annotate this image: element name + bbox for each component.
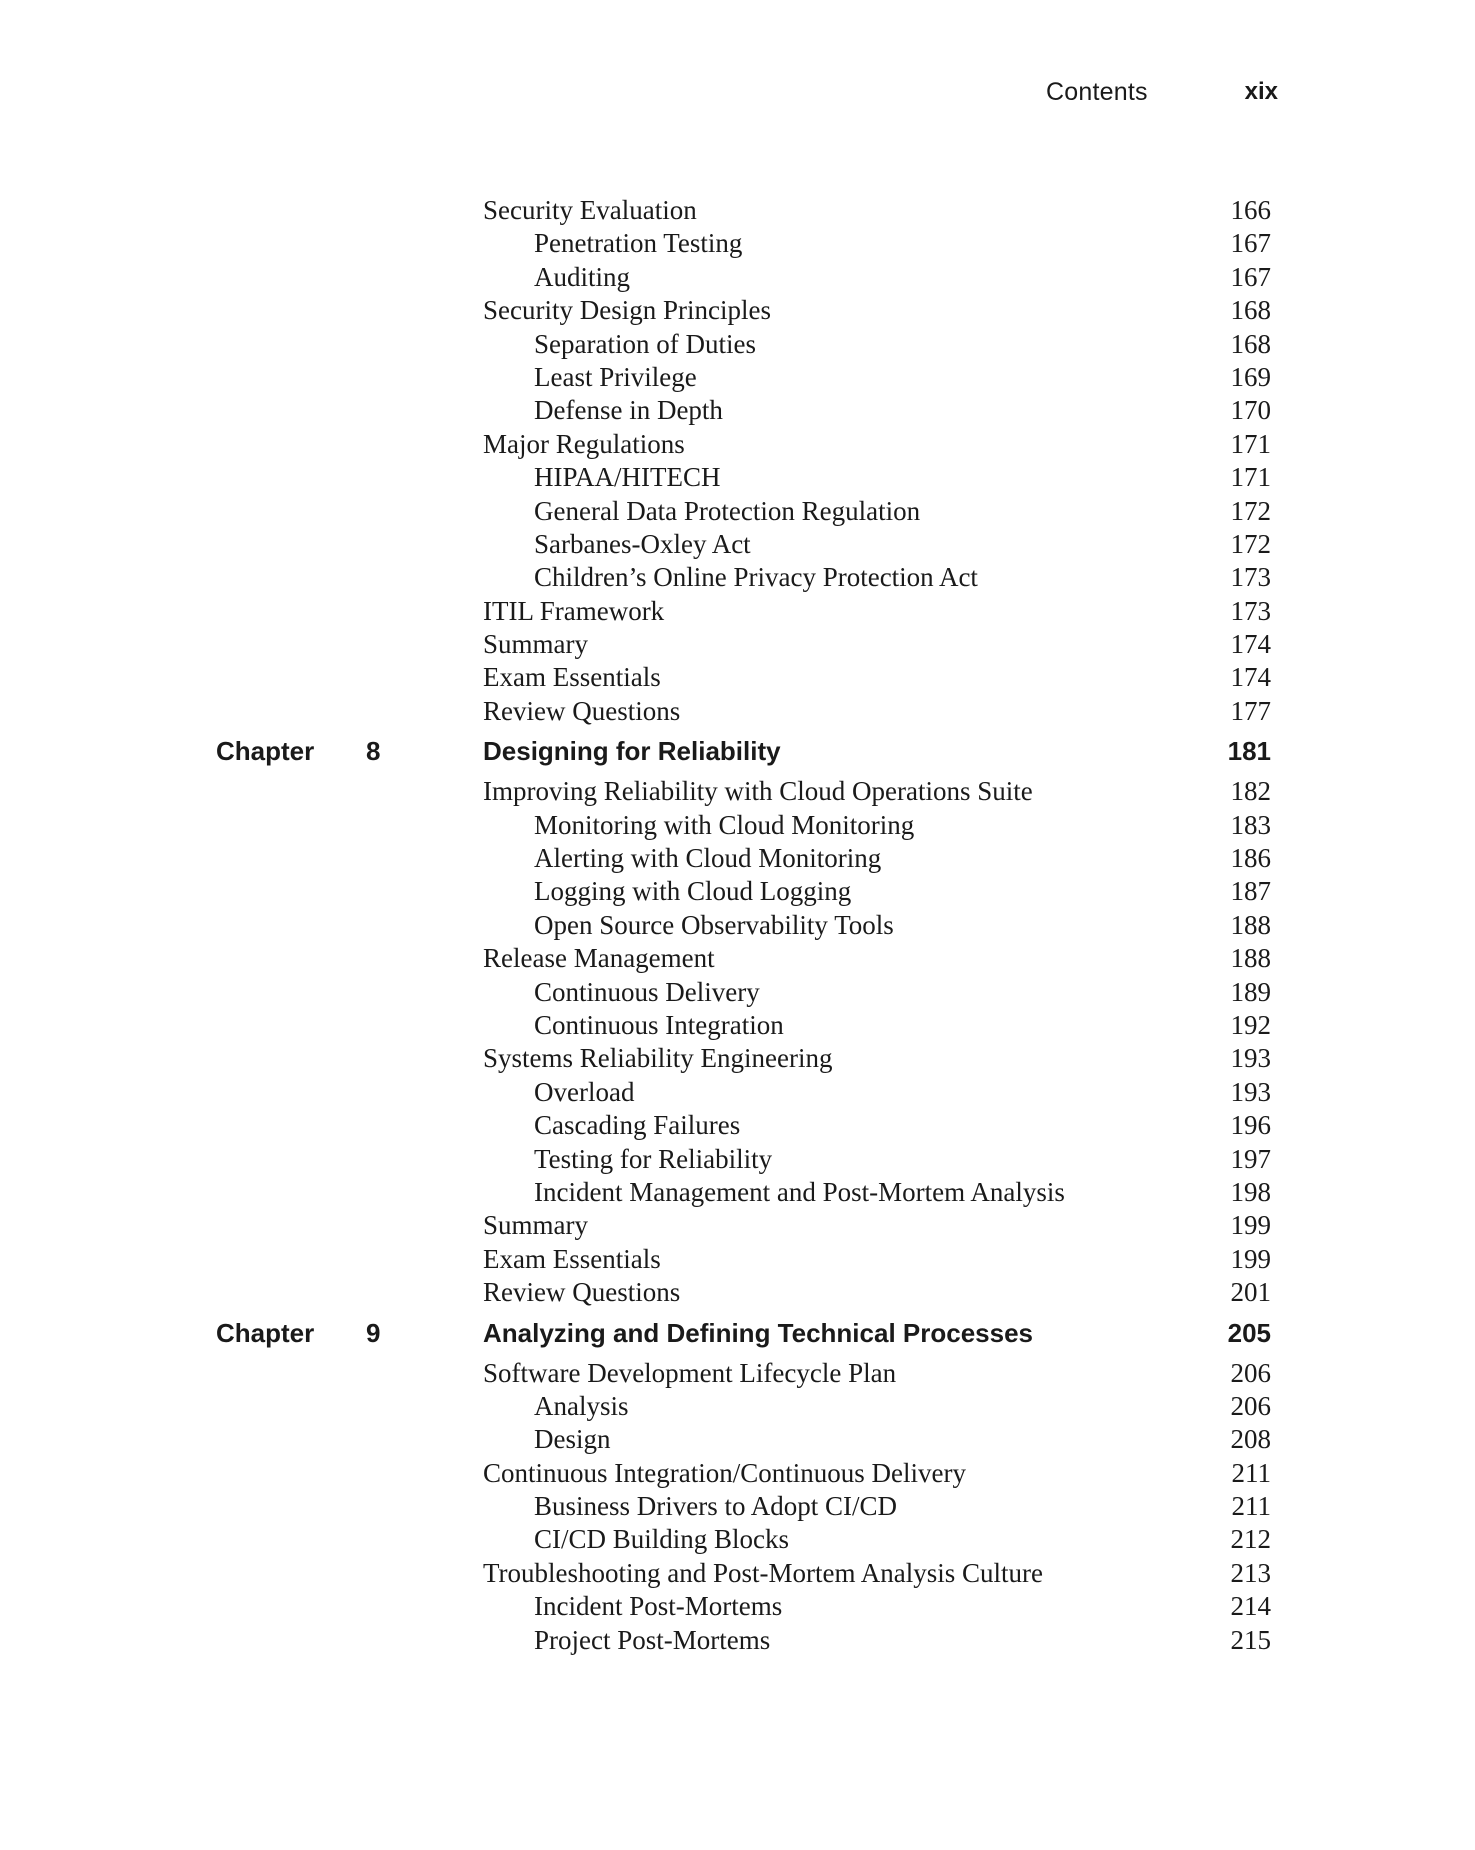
toc-entry-title: Analysis (534, 1390, 629, 1421)
toc-subentry[interactable] (0, 842, 1475, 875)
toc-subentry[interactable] (0, 1143, 1475, 1176)
toc-entry-title: ITIL Framework (483, 595, 665, 626)
toc-entry-title: Least Privilege (534, 361, 697, 392)
toc-entry-page-number: 198 (1230, 1176, 1271, 1207)
toc-entry-page-number: 170 (1230, 395, 1271, 426)
chapter-page-number: 181 (1227, 736, 1271, 767)
toc-entry-title: Design (534, 1424, 611, 1455)
toc-entry-title: CI/CD Building Blocks (534, 1524, 790, 1555)
toc-entry-title: Open Source Observability Tools (534, 909, 894, 940)
toc-entry-page-number: 213 (1230, 1557, 1271, 1588)
toc-entry-title: Sarbanes-Oxley Act (534, 528, 751, 559)
toc-entry[interactable] (0, 1243, 1475, 1276)
toc-subentry[interactable] (0, 328, 1475, 361)
toc-entry-page-number: 192 (1230, 1009, 1271, 1040)
toc-entry-page-number: 172 (1230, 528, 1271, 559)
toc-subentry[interactable] (0, 261, 1475, 294)
toc-entry[interactable] (0, 1557, 1475, 1590)
toc-entry-title: Testing for Reliability (534, 1143, 773, 1174)
toc-entry-page-number: 169 (1230, 361, 1271, 392)
toc-entry-title: HIPAA/HITECH (534, 462, 721, 493)
toc-entry[interactable] (0, 1042, 1475, 1075)
toc-entry-page-number: 208 (1230, 1424, 1271, 1455)
toc-entry-title: Cascading Failures (534, 1110, 741, 1141)
chapter-heading[interactable] (0, 1312, 1475, 1356)
toc-entry[interactable] (0, 595, 1475, 628)
toc-entry-page-number: 171 (1230, 428, 1271, 459)
chapter-title: Analyzing and Defining Technical Processes (483, 1317, 1033, 1348)
toc-entry-page-number: 215 (1230, 1624, 1271, 1655)
toc-entry-title: Improving Reliability with Cloud Operations Suite (483, 776, 1033, 807)
toc-subentry[interactable] (0, 1176, 1475, 1209)
toc-subentry[interactable] (0, 1009, 1475, 1042)
chapter-title: Designing for Reliability (483, 736, 781, 767)
toc-subentry[interactable] (0, 1423, 1475, 1456)
toc-subentry[interactable] (0, 361, 1475, 394)
running-head-title: Contents (1046, 78, 1148, 106)
toc-entry-title: Summary (483, 1210, 588, 1241)
toc-entry[interactable] (0, 661, 1475, 694)
toc-entry-page-number: 177 (1230, 695, 1271, 726)
chapter-label: Chapter (216, 1317, 315, 1348)
toc-subentry[interactable] (0, 1624, 1475, 1657)
toc-entry[interactable] (0, 428, 1475, 461)
toc-subentry[interactable] (0, 976, 1475, 1009)
toc-entry-page-number: 197 (1230, 1143, 1271, 1174)
toc-entry-page-number: 182 (1230, 776, 1271, 807)
toc-subentry[interactable] (0, 1523, 1475, 1556)
toc-entry-page-number: 188 (1230, 943, 1271, 974)
toc-entry-title: Penetration Testing (534, 228, 743, 259)
toc-subentry[interactable] (0, 227, 1475, 260)
toc-subentry[interactable] (0, 1490, 1475, 1523)
toc-entry-title: Business Drivers to Adopt CI/CD (534, 1491, 898, 1522)
toc-entry[interactable] (0, 942, 1475, 975)
toc-entry-title: Security Evaluation (483, 195, 697, 225)
toc-entry-page-number: 171 (1230, 462, 1271, 493)
toc-entry-page-number: 199 (1230, 1243, 1271, 1274)
toc-entry-title: Systems Reliability Engineering (483, 1043, 833, 1074)
chapter-page-number: 205 (1227, 1317, 1271, 1348)
toc-entry-page-number: 173 (1230, 595, 1271, 626)
toc-subentry[interactable] (0, 1390, 1475, 1423)
toc-entry-page-number: 196 (1230, 1110, 1271, 1141)
toc-entry-title: General Data Protection Regulation (534, 495, 921, 526)
toc-entry-title: Summary (483, 629, 588, 660)
toc-entry-title: Separation of Duties (534, 328, 756, 359)
toc-entry-title: Incident Post-Mortems (534, 1591, 783, 1622)
toc-subentry[interactable] (0, 1076, 1475, 1109)
toc-entry-page-number: 186 (1230, 843, 1271, 874)
running-head-page-number: xix (1244, 78, 1278, 105)
toc-entry-page-number: 212 (1230, 1524, 1271, 1555)
toc-entry-page-number: 166 (1230, 195, 1271, 225)
toc-entry[interactable] (0, 775, 1475, 808)
toc-entry-title: Review Questions (483, 695, 681, 726)
toc-entry-title: Project Post-Mortems (534, 1624, 771, 1655)
toc-entry-page-number: 193 (1230, 1043, 1271, 1074)
toc-subentry[interactable] (0, 809, 1475, 842)
toc-entry-page-number: 187 (1230, 876, 1271, 907)
toc-entry[interactable] (0, 294, 1475, 327)
running-head (0, 78, 1475, 112)
toc-entry-page-number: 172 (1230, 495, 1271, 526)
toc-subentry[interactable] (0, 875, 1475, 908)
toc-entry-title: Overload (534, 1076, 635, 1107)
toc-entry-title: Security Design Principles (483, 295, 771, 326)
toc-entry-page-number: 168 (1230, 328, 1271, 359)
toc-entry-title: Continuous Integration (534, 1009, 784, 1040)
toc-entry-title: Major Regulations (483, 428, 685, 459)
toc-subentry[interactable] (0, 909, 1475, 942)
toc-entry-page-number: 183 (1230, 809, 1271, 840)
toc-entry-page-number: 211 (1231, 1457, 1271, 1488)
toc-entry[interactable] (0, 695, 1475, 728)
toc-entry-title: Monitoring with Cloud Monitoring (534, 809, 915, 840)
toc-entry[interactable] (0, 1357, 1475, 1390)
toc-entry[interactable] (0, 194, 1475, 227)
toc-entry-page-number: 174 (1230, 662, 1271, 693)
toc-entry-page-number: 189 (1230, 976, 1271, 1007)
toc-subentry[interactable] (0, 561, 1475, 594)
toc-subentry[interactable] (0, 1109, 1475, 1142)
toc-entry-title: Defense in Depth (534, 395, 723, 426)
toc-entry-title: Alerting with Cloud Monitoring (534, 843, 882, 874)
toc-subentry[interactable] (0, 1590, 1475, 1623)
chapter-heading[interactable] (0, 730, 1475, 774)
toc-entry-page-number: 174 (1230, 629, 1271, 660)
toc-subentry[interactable] (0, 394, 1475, 427)
toc-entry-page-number: 173 (1230, 562, 1271, 593)
toc-entry[interactable] (0, 1457, 1475, 1490)
toc-entry-title: Software Development Lifecycle Plan (483, 1357, 897, 1388)
toc-entry-title: Troubleshooting and Post-Mortem Analysis Culture (483, 1557, 1044, 1588)
toc-entry[interactable] (0, 1209, 1475, 1242)
toc-entry[interactable] (0, 1276, 1475, 1309)
toc-entry-page-number: 199 (1230, 1210, 1271, 1241)
toc-entry-page-number: 167 (1230, 261, 1271, 292)
toc-entry-page-number: 206 (1230, 1357, 1271, 1388)
toc-entry-page-number: 211 (1231, 1491, 1271, 1522)
toc-entry-page-number: 201 (1230, 1277, 1271, 1308)
toc-entry-title: Review Questions (483, 1277, 681, 1308)
toc-entry-page-number: 206 (1230, 1390, 1271, 1421)
toc-entry-page-number: 188 (1230, 909, 1271, 940)
toc-entry-title: Auditing (534, 261, 631, 292)
table-of-contents (0, 194, 1475, 1657)
toc-entry-title: Exam Essentials (483, 1243, 661, 1274)
toc-subentry[interactable] (0, 461, 1475, 494)
toc-subentry[interactable] (0, 495, 1475, 528)
toc-entry-page-number: 167 (1230, 228, 1271, 259)
toc-entry-title: Exam Essentials (483, 662, 661, 693)
toc-entry-page-number: 214 (1230, 1591, 1271, 1622)
chapter-label: Chapter (216, 736, 315, 767)
toc-entry[interactable] (0, 628, 1475, 661)
chapter-number: 9 (366, 1317, 381, 1348)
toc-entry-title: Release Management (483, 943, 715, 974)
toc-subentry[interactable] (0, 528, 1475, 561)
toc-entry-title: Logging with Cloud Logging (534, 876, 852, 907)
chapter-number: 8 (366, 736, 381, 767)
toc-entry-page-number: 193 (1230, 1076, 1271, 1107)
toc-entry-title: Continuous Integration/Continuous Delivery (483, 1457, 966, 1488)
toc-entry-title: Children’s Online Privacy Protection Act (534, 562, 978, 593)
toc-entry-page-number: 168 (1230, 295, 1271, 326)
toc-entry-title: Continuous Delivery (534, 976, 760, 1007)
toc-entry-title: Incident Management and Post-Mortem Analysis (534, 1176, 1065, 1207)
